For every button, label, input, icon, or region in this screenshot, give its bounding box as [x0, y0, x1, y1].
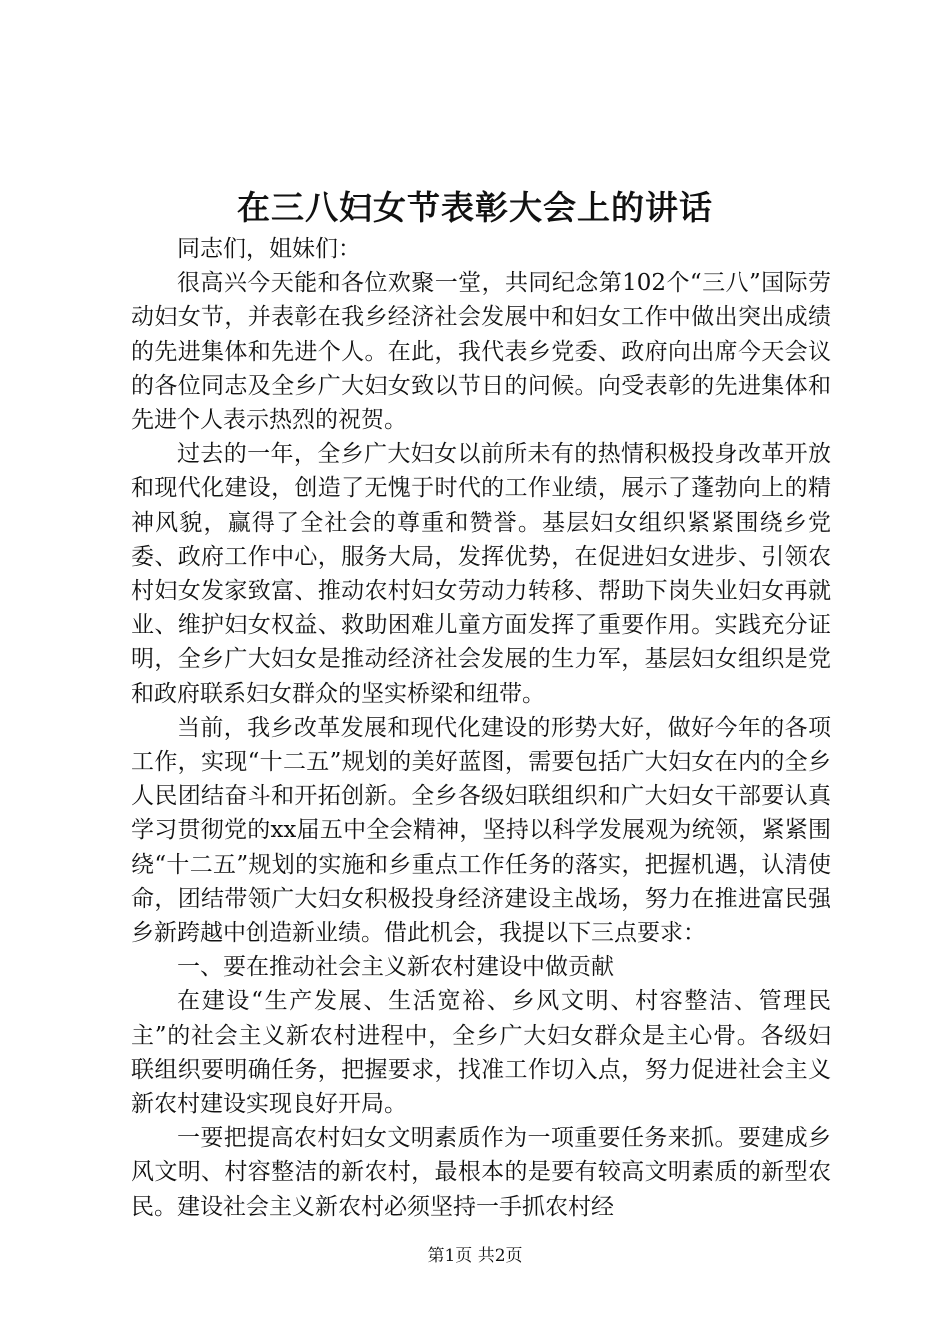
page-footer: 第1页 共2页: [427, 1246, 523, 1266]
paragraph: 当前，我乡改革发展和现代化建设的形势大好，做好今年的各项工作，实现“十二五”规划的美好蓝图，需要包括广大妇女在内的全乡人民团结奋斗和开拓创新。全乡各级妇联组织和广大妇女干部要认真学习贯彻党的xx届五中全会精神，坚持以科学发展观为统领，紧紧围绕“十二五”规划的实施和乡重点工作任务的落实，把握机遇，认清使命，团结带领广大妇女积极投身经济建设主战场，努力在推进富民强乡新跨越中创造新业绩。借此机会，我提以下三点要求：: [131, 714, 831, 947]
paragraph: 在建设“生产发展、生活宽裕、乡风文明、村容整洁、管理民主”的社会主义新农村进程中，全乡广大妇女群众是主心骨。各级妇联组织要明确任务，把握要求，找准工作切入点，努力促进社会主义新农村建设实现良好开局。: [131, 988, 831, 1118]
section-heading: 一、要在推动社会主义新农村建设中做贡献: [177, 954, 614, 981]
salutation: 同志们，姐妹们：: [177, 236, 361, 262]
document-body: [131, 232, 831, 1224]
paragraph: 过去的一年，全乡广大妇女以前所未有的热情积极投身改革开放和现代化建设，创造了无愧于时代的工作业绩，展示了蓬勃向上的精神风貌，赢得了全社会的尊重和赞誉。基层妇女组织紧紧围绕乡党委、政府工作中心，服务大局，发挥优势，在促进妇女进步、引领农村妇女发家致富、推动农村妇女劳动力转移、帮助下岗失业妇女再就业、维护妇女权益、救助困难儿童方面发挥了重要作用。实践充分证明，全乡广大妇女是推动经济社会发展的生力军，基层妇女组织是党和政府联系妇女群众的坚实桥梁和纽带。: [131, 441, 831, 707]
paragraph: 一要把提高农村妇女文明素质作为一项重要任务来抓。要建成乡风文明、村容整洁的新农村，最根本的是要有较高文明素质的新型农民。建设社会主义新农村必须坚持一手抓农村经: [131, 1125, 831, 1220]
paragraph: 很高兴今天能和各位欢聚一堂，共同纪念第102个“三八”国际劳动妇女节，并表彰在我乡经济社会发展中和妇女工作中做出突出成绩的先进集体和先进个人。在此，我代表乡党委、政府向出席今天会议的各位同志及全乡广大妇女致以节日的问候。向受表彰的先进集体和先进个人表示热烈的祝贺。: [131, 270, 831, 434]
document-title: 在三八妇女节表彰大会上的讲话: [237, 188, 713, 227]
